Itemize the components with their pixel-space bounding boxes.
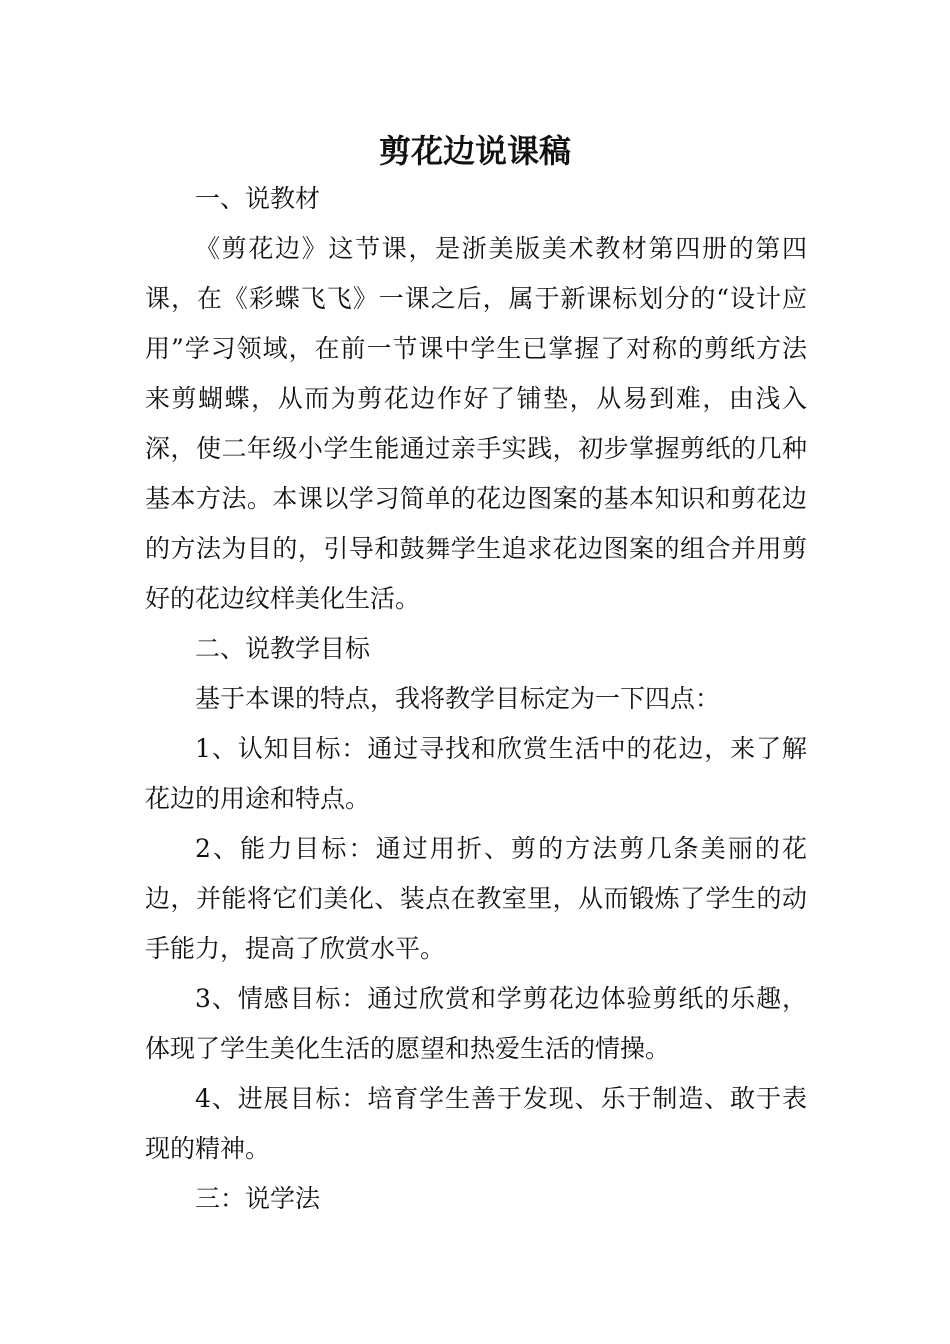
- page-title: 剪花边说课稿: [378, 132, 571, 170]
- paragraph-goals-intro: 基于本课的特点，我将教学目标定为一下四点：: [195, 684, 721, 713]
- paragraph-goal-development: 4、进展目标：培育学生善于发现、乐于制造、敢于表现的精神。: [145, 1084, 807, 1163]
- document-body: [145, 174, 807, 1224]
- paragraph-goal-emotion: 3、情感目标：通过欣赏和学剪花边体验剪纸的乐趣，体现了学生美化生活的愿望和热爱生活的情操。: [145, 984, 807, 1063]
- section-heading-teaching-goals: 二、说教学目标: [195, 634, 371, 663]
- paragraph-teaching-material: 《剪花边》这节课，是浙美版美术教材第四册的第四课，在《彩蝶飞飞》一课之后，属于新课标划分的“设计应用”学习领域，在前一节课中学生已掌握了对称的剪纸方法来剪蝴蝶，从而为剪花边作好了铺垫，从易到难，由浅入深，使二年级小学生能通过亲手实践，初步掌握剪纸的几种基本方法。本课以学习简单的花边图案的基本知识和剪花边的方法为目的，引导和鼓舞学生追求花边图案的组合并用剪好的花边纹样美化生活。: [145, 234, 807, 613]
- paragraph-goal-ability: 2、能力目标：通过用折、剪的方法剪几条美丽的花边，并能将它们美化、装点在教室里，从而锻炼了学生的动手能力，提高了欣赏水平。: [145, 834, 807, 963]
- section-heading-learning-method: 三：说学法: [195, 1184, 321, 1213]
- section-heading-teaching-material: 一、说教材: [195, 184, 321, 213]
- paragraph-goal-cognitive: 1、认知目标：通过寻找和欣赏生活中的花边，来了解花边的用途和特点。: [145, 734, 807, 813]
